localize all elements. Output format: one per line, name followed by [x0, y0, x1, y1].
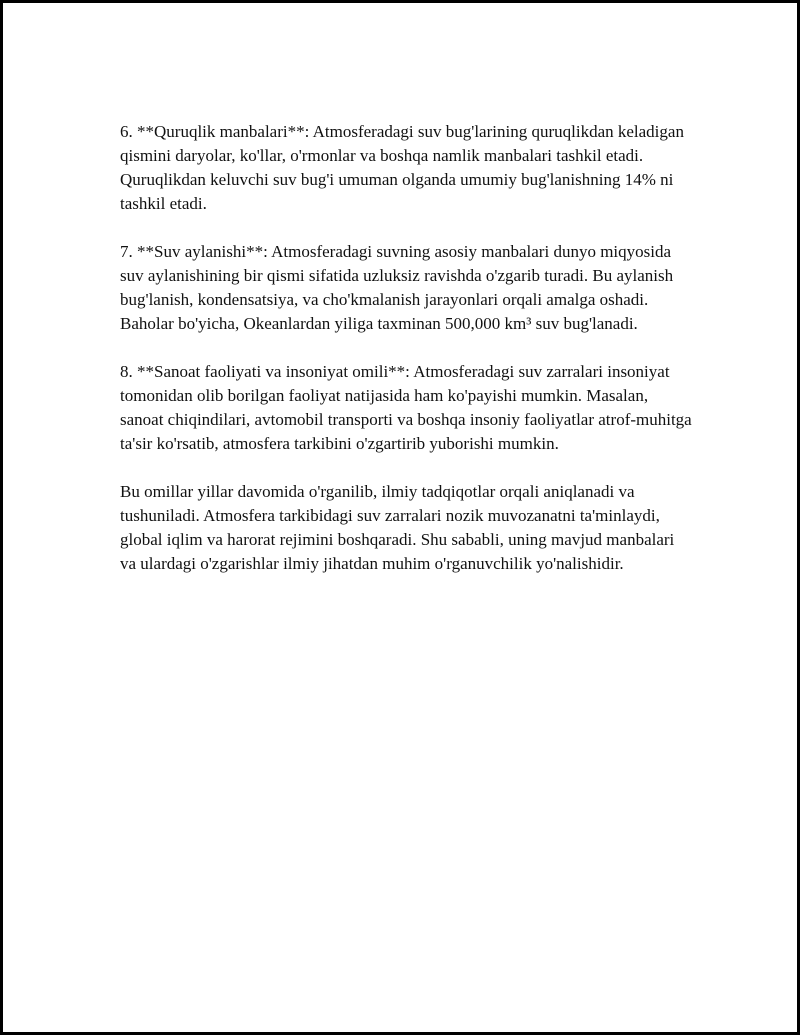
paragraph-quruqlik-manbalari: 6. **Quruqlik manbalari**: Atmosferadagi suv bug'larining quruqlikdan keladigan qismini daryolar, ko'llar, o'rmonlar va boshqa namlik manbalari tashkil etadi. Quruqlikdan keluvchi suv bug'i umuman olganda umumiy bug'lanishning 14% ni tashkil etadi.: [120, 122, 684, 213]
paragraph-conclusion: Bu omillar yillar davomida o'rganilib, ilmiy tadqiqotlar orqali aniqlanadi va tushuniladi. Atmosfera tarkibidagi suv zarralari nozik muvozanatni ta'minlaydi, global iqlim va harorat rejimini boshqaradi. Shu sababli, uning mavjud manbalari va ulardagi o'zgarishlar ilmiy jihatdan muhim o'rganuvchilik yo'nalishidir.: [120, 482, 675, 573]
paragraph-suv-aylanishi: 7. **Suv aylanishi**: Atmosferadagi suvning asosiy manbalari dunyo miqyosida suv aylanishining bir qismi sifatida uzluksiz ravishda o'zgarib turadi. Bu aylanish bug'lanish, kondensatsiya, va cho'kmalanish jarayonlari orqali amalga oshadi. Baholar bo'yicha, Okeanlardan yiliga taxminan 500,000 km³ suv bug'lanadi.: [120, 242, 674, 333]
paragraph-sanoat-faoliyati: 8. **Sanoat faoliyati va insoniyat omili**: Atmosferadagi suv zarralari insoniyat tomonidan olib borilgan faoliyat natijasida ham ko'payishi mumkin. Masalan, sanoat chiqindilari, avtomobil transporti va boshqa insoniy faoliyatlar atrof-muhitga ta'sir ko'rsatib, atmosfera tarkibini o'zgartirib yuborishi mumkin.: [120, 362, 692, 453]
document-body: [120, 120, 692, 600]
